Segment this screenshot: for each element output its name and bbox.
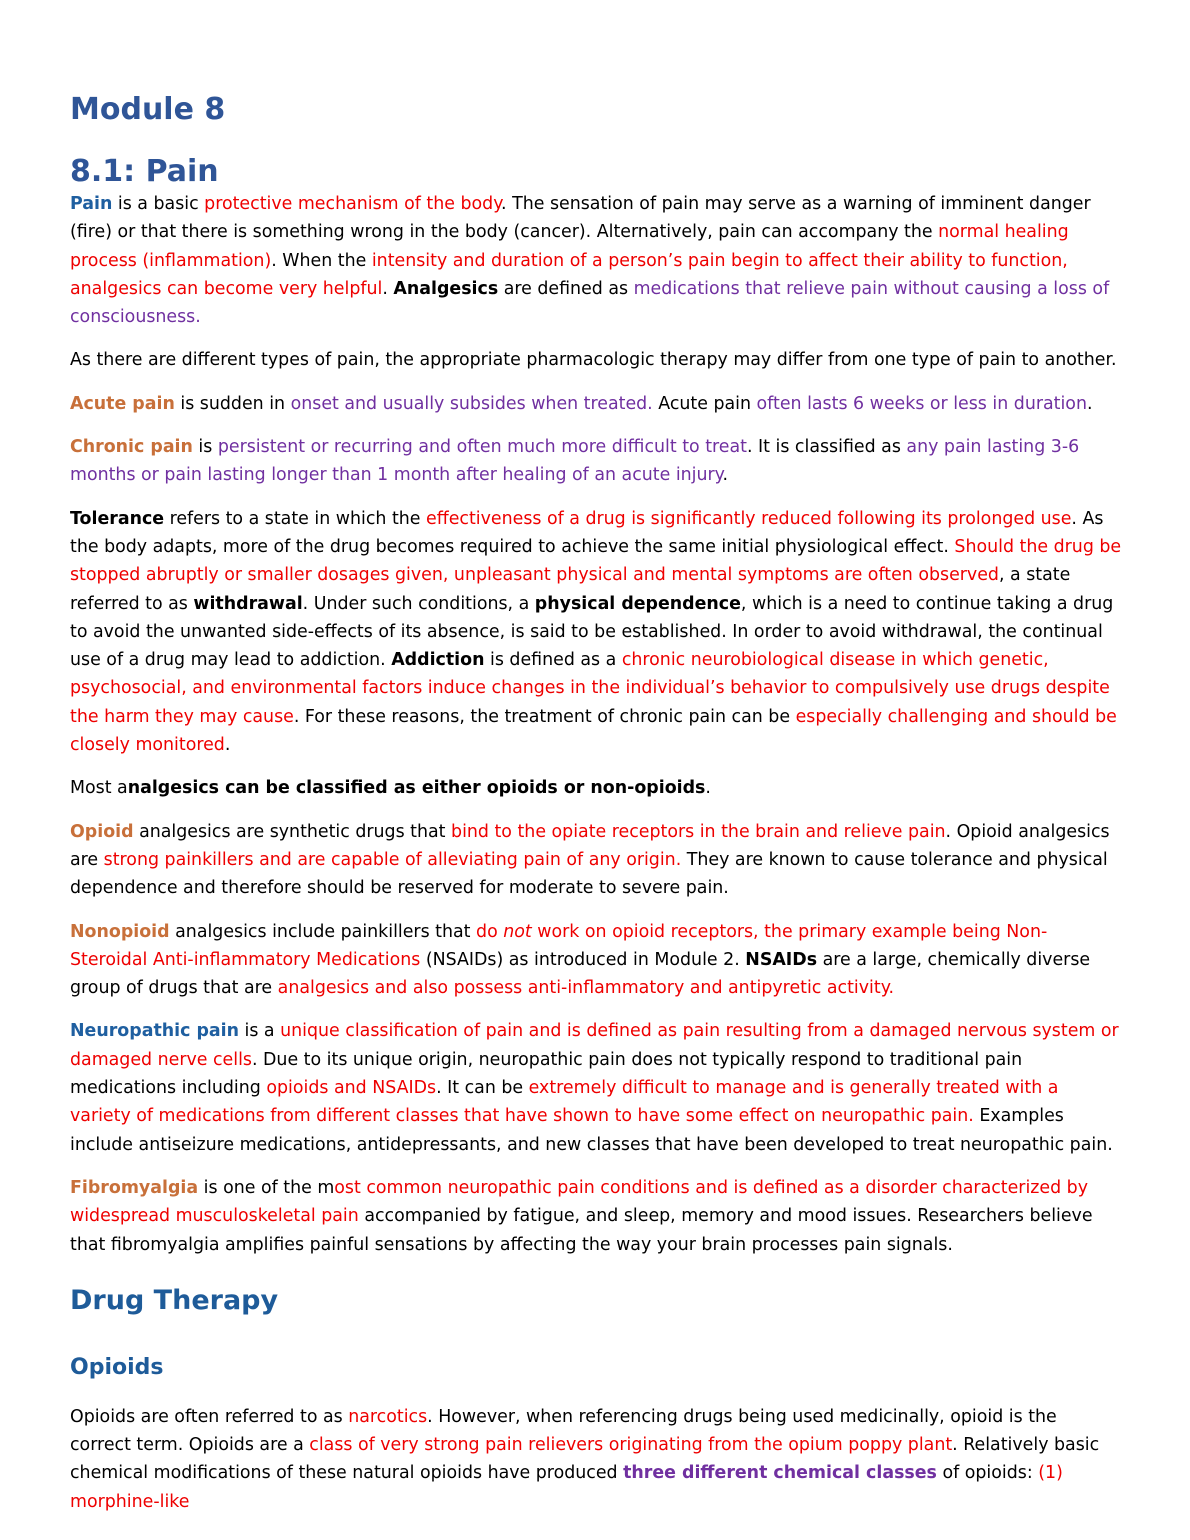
text: . Due to its unique origin, neuropathic pain does not typically respond to traditional pain medications including	[70, 1049, 1023, 1099]
paragraph-fibromyalgia	[70, 1174, 1122, 1259]
highlight-italic: not	[503, 921, 532, 942]
highlight: especially challenging and should be closely monitored	[70, 706, 1117, 756]
text: is defined as a	[484, 650, 622, 671]
text: .	[1086, 393, 1093, 414]
term-analgesics: Analgesics	[393, 278, 499, 299]
paragraph-nonopioid	[70, 918, 1122, 1003]
highlight: effectiveness of a drug is significantly reduced following its prolonged use	[426, 508, 1072, 529]
text: Examples include antiseizure medications, antidepressants, and new classes that have been developed to treat neuropathic pain.	[70, 1106, 1113, 1155]
text: , a state referred to as	[70, 565, 1071, 614]
paragraph-opioid	[70, 818, 1122, 903]
text: . It can be	[436, 1078, 529, 1099]
text: . Relatively basic chemical modifications of these natural opioids have produced	[70, 1435, 1100, 1484]
highlight: nalgesics can be classified as either opioids or non-opioids	[127, 778, 706, 799]
highlight: opioids and NSAIDs	[266, 1078, 437, 1099]
text: analgesics include painkillers that	[169, 921, 477, 942]
highlight: persistent or recurring and often much more difficult to treat	[217, 437, 747, 458]
text: is	[192, 437, 218, 458]
term-acute-pain: Acute pain	[70, 393, 175, 414]
highlight: normal healing process (inflammation)	[70, 222, 1069, 271]
highlight: class of very strong pain relievers originating from the opium poppy plant	[309, 1435, 953, 1456]
text: is one of the m	[198, 1177, 335, 1198]
text: .	[224, 735, 231, 756]
document-page	[70, 88, 1122, 1531]
highlight: narcotics	[348, 1406, 428, 1427]
text: Opioids are often referred to as	[70, 1406, 349, 1427]
highlight: chronic neurobiological disease in which genetic, psychosocial, and environmental factors induce changes in the individual’s behavior to compulsively use drugs despite the harm they may cause	[70, 650, 1110, 727]
highlight: Should the drug be stopped abruptly or smaller dosages given, unpleasant physical and mental symptoms are often observed	[70, 536, 1122, 586]
paragraph-acute-pain	[70, 390, 1122, 418]
highlight: extremely difficult to manage and is generally treated with a variety of medications from different classes that have shown to have some effect on neuropathic pain.	[70, 1078, 1059, 1127]
text: is sudden in	[174, 393, 291, 414]
module-title: Module 8	[70, 92, 226, 127]
text: is a basic	[112, 194, 205, 214]
highlight: work on opioid receptors, the primary example being Non-Steroidal Anti-inflammatory Medications	[70, 921, 1048, 970]
text: .	[382, 278, 394, 299]
highlight: onset and usually subsides when treated.	[290, 393, 653, 414]
highlight-bold: three different chemical classes	[623, 1463, 937, 1484]
term-pain: Pain	[70, 194, 113, 214]
term-chronic-pain: Chronic pain	[70, 437, 193, 458]
term-nsaids: NSAIDs	[745, 949, 818, 970]
term-fibromyalgia: Fibromyalgia	[70, 1177, 199, 1198]
opioids-heading: Opioids	[70, 1354, 164, 1380]
term-neuropathic-pain: Neuropathic pain	[70, 1021, 239, 1042]
text: . However, when referencing drugs being used medicinally, opioid is the correct term. Opioids are a	[70, 1406, 1057, 1456]
highlight: strong painkillers and are capable of alleviating pain of any origin.	[103, 849, 682, 870]
term-tolerance: Tolerance	[70, 508, 165, 529]
highlight: do	[476, 921, 504, 942]
text: . For these reasons, the treatment of chronic pain can be	[293, 706, 796, 727]
text: . The sensation of pain may serve as a warning of imminent danger (fire) or that there is something wrong in the body (cancer). Alternatively, pain can accompany the	[70, 194, 1091, 243]
section-title: 8.1: Pain	[70, 154, 219, 189]
paragraph-pain-definition	[70, 190, 1122, 331]
highlight: medications that relieve pain without causing a loss of consciousness.	[70, 278, 1110, 328]
text: . Under such conditions, a	[302, 593, 535, 614]
highlight: often lasts 6 weeks or less in duration	[756, 393, 1087, 414]
highlight: any pain lasting 3-6 months or pain lasting longer than 1 month after healing of an acute injury	[70, 437, 1080, 486]
paragraph-tolerance	[70, 505, 1122, 760]
text: (NSAIDs) as introduced in Module 2.	[420, 949, 746, 970]
highlight: protective mechanism of the body	[204, 194, 502, 214]
text: Acute pain	[652, 393, 757, 414]
paragraph-neuropathic-pain	[70, 1017, 1122, 1158]
text: are a large, chemically diverse group of drugs that are	[70, 949, 1091, 999]
term-nonopioid: Nonopioid	[70, 921, 170, 942]
highlight: bind to the opiate receptors in the brain and relieve pain	[451, 821, 946, 842]
text: analgesics are synthetic drugs that	[133, 821, 452, 842]
highlight: analgesics and also possess anti-inflammatory and antipyretic activity.	[277, 978, 895, 999]
text: As there are different types of pain, the appropriate pharmacologic therapy may differ from one type of pain to another.	[70, 350, 1117, 371]
highlight: intensity and duration of a person’s pain begin to affect their ability to function, analgesics can become very helpful	[70, 250, 1068, 299]
drug-therapy-heading: Drug Therapy	[70, 1284, 279, 1316]
text: .	[705, 778, 711, 799]
text: , which is a need to continue taking a drug to avoid the unwanted side-effects of its absence, is said to be established. In order to avoid withdrawal, the continual use of a drug may lead to addiction.	[70, 593, 1114, 671]
text: is a	[238, 1021, 281, 1042]
text: refers to a state in which the	[164, 508, 427, 529]
text: . Opioid analgesics are	[70, 821, 1110, 870]
paragraph-opioids-intro	[70, 1403, 1122, 1516]
term-opioid: Opioid	[70, 821, 134, 842]
paragraph-chronic-pain	[70, 433, 1122, 490]
term-addiction: Addiction	[391, 650, 485, 671]
text: .	[722, 465, 729, 486]
text: . As the body adapts, more of the drug becomes required to achieve the same initial physiological effect.	[70, 508, 1104, 557]
term-physical-dependence: physical dependence	[534, 593, 741, 614]
text: accompanied by fatigue, and sleep, memory and mood issues. Researchers believe that fibromyalgia amplifies painful sensations by affecting the way your brain processes pain signals.	[70, 1206, 1093, 1255]
paragraph-classification	[70, 774, 1122, 802]
text: are defined as	[498, 278, 634, 299]
highlight: unique classification of pain and is defined as pain resulting from a damaged nervous system or damaged nerve cells	[70, 1021, 1119, 1070]
text: . When the	[271, 250, 372, 271]
text: Most a	[70, 778, 128, 799]
text: of opioids:	[936, 1463, 1039, 1484]
paragraph-pain-types	[70, 346, 1122, 374]
text: . It is classified as	[746, 437, 907, 458]
highlight: (1) morphine-like	[70, 1463, 1063, 1512]
term-withdrawal: withdrawal	[193, 593, 303, 614]
text: They are known to cause tolerance and physical dependence and therefore should be reserved for moderate to severe pain.	[70, 849, 1108, 899]
highlight: ost common neuropathic pain conditions and is defined as a disorder characterized by widespread musculoskeletal pain	[70, 1177, 1089, 1227]
